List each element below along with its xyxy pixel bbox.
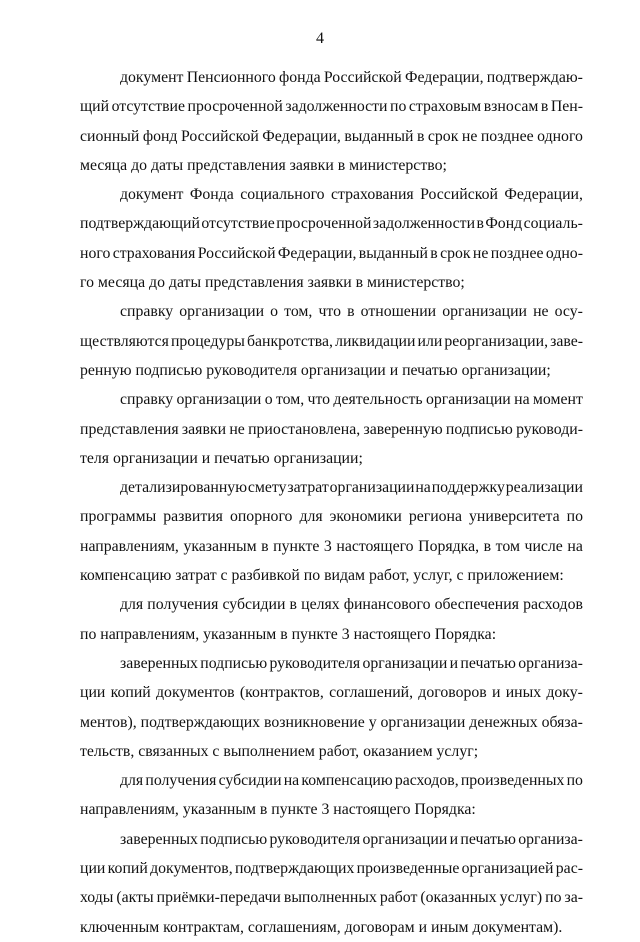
text-line: ходы (акты приёмки-передачи выполненных работ (оказанных услуг) по за- xyxy=(80,889,583,907)
text-line: ного страхования Российской Федерации, выданный в срок не позднее одно- xyxy=(80,244,583,262)
text-line: детализированную смету затрат организации на поддержку реализации xyxy=(120,479,583,497)
text-line: для получения субсидии на компенсацию расходов, произведенных по xyxy=(120,772,583,790)
text-line: ществляются процедуры банкротства, ликвидации или реорганизации, заве- xyxy=(80,332,583,350)
text-line: го месяца до даты представления заявки в министерство; xyxy=(80,274,465,292)
text-line: тельств, связанных с выполнением работ, оказанием услуг; xyxy=(80,742,479,760)
text-line: документ Фонда социального страхования Российской Федерации, xyxy=(120,186,583,204)
text-line: направлениям, указанным в пункте 3 настоящего Порядка: xyxy=(80,801,476,819)
text-line: заверенных подписью руководителя организации и печатью организа- xyxy=(120,654,583,672)
text-line: справку организации о том, что деятельность организации на момент xyxy=(120,391,583,409)
text-line: щий отсутствие просроченной задолженности по страховым взносам в Пен- xyxy=(80,98,583,116)
text-line: ции копий документов (контрактов, соглашений, договоров и иных доку- xyxy=(80,684,583,702)
paragraph xyxy=(80,63,583,180)
text-line: заверенных подписью руководителя организации и печатью организа- xyxy=(120,830,583,848)
text-line: подтверждающий отсутствие просроченной задолженности в Фонд социаль- xyxy=(80,215,583,233)
paragraph xyxy=(80,825,583,942)
paragraph xyxy=(80,590,583,649)
text-line: ментов), подтверждающих возникновение у организации денежных обяза- xyxy=(80,713,583,731)
paragraph xyxy=(80,649,583,766)
text-line: документ Пенсионного фонда Российской Федерации, подтверждаю- xyxy=(120,69,583,86)
text-line: месяца до даты представления заявки в министерство; xyxy=(80,156,447,174)
text-line: ции копий документов, подтверждающих произведенные организацией рас- xyxy=(80,860,583,878)
text-line: справку организации о том, что в отношении организации не осу- xyxy=(120,303,583,321)
page-number: 4 xyxy=(316,30,324,47)
paragraph xyxy=(80,766,583,825)
paragraph xyxy=(80,297,583,385)
text-line: программы развития опорного для экономики региона университета по xyxy=(80,508,583,526)
text-line: представления заявки не приостановлена, заверенную подписью руководи- xyxy=(80,420,583,438)
paragraph xyxy=(80,473,583,590)
text-line: сионный фонд Российской Федерации, выданный в срок не позднее одного xyxy=(80,127,583,145)
text-line: ключенным контрактам, соглашениям, договорам и иным документам). xyxy=(80,918,563,936)
text-line: направлениям, указанным в пункте 3 настоящего Порядка, в том числе на xyxy=(80,537,583,555)
text-line: по направлениям, указанным в пункте 3 настоящего Порядка: xyxy=(80,625,497,643)
text-line: ренную подписью руководителя организации и печатью организации; xyxy=(80,361,551,379)
text-line: теля организации и печатью организации; xyxy=(80,449,363,467)
paragraph xyxy=(80,180,583,297)
document-body xyxy=(80,63,583,942)
text-line: компенсацию затрат с разбивкой по видам работ, услуг, с приложением: xyxy=(80,567,564,585)
paragraph xyxy=(80,385,583,473)
text-line: для получения субсидии в целях финансового обеспечения расходов xyxy=(120,596,583,614)
